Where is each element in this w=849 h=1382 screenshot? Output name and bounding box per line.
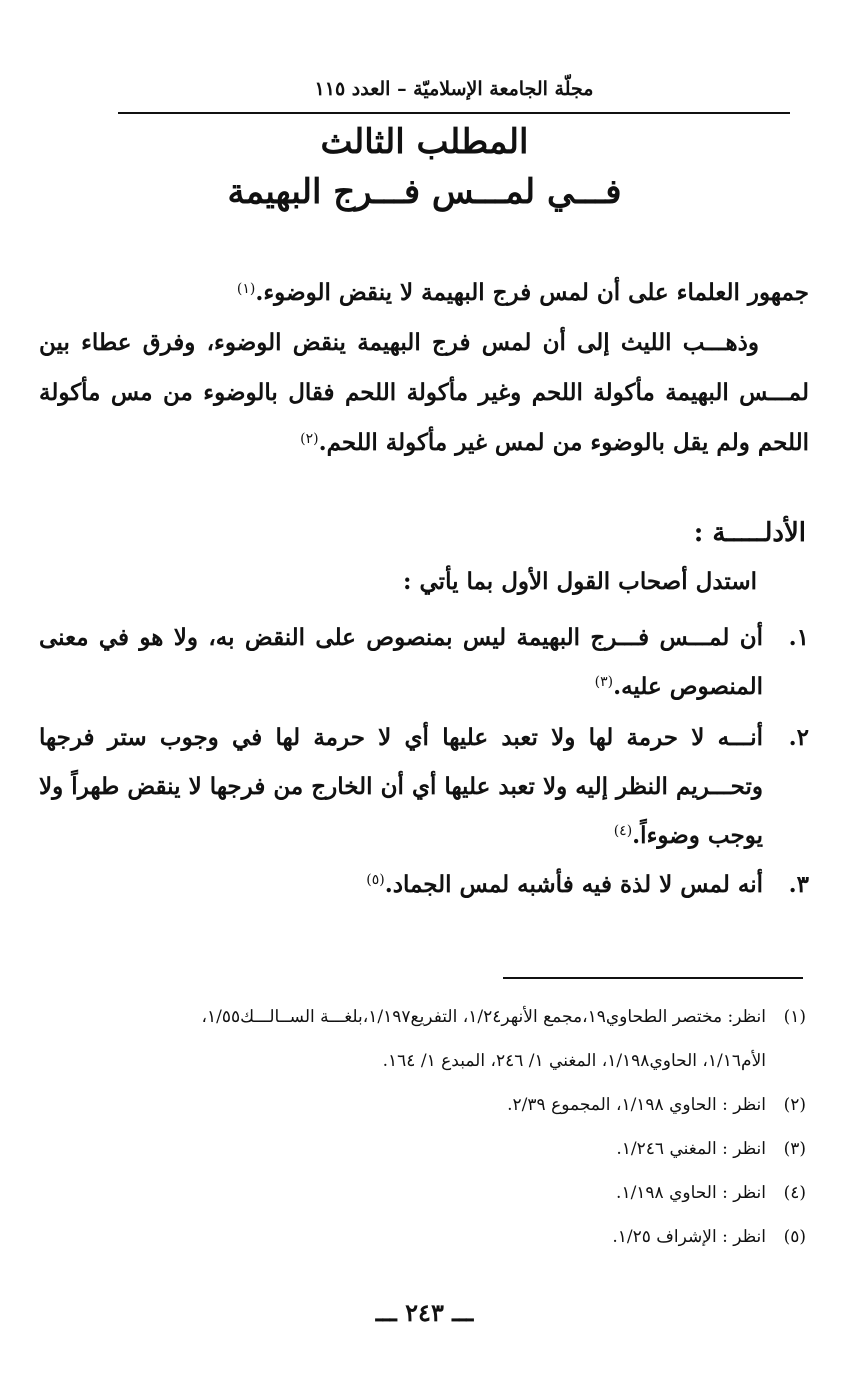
- footnote-text: انظر : الحاوي ١/١٩٨.: [616, 1183, 766, 1203]
- footnote-3: [36, 1127, 806, 1171]
- footnote-number: (٥): [783, 1227, 806, 1247]
- evidence-item: [39, 860, 809, 909]
- item-text: أنـــه لا حرمة لها ولا تعبد عليها أي لا حرمة لها في وجوب ستر فرجها وتحـــريم النظر إليه ولا تعبد عليها أي أن الخارج من فرجها لا ينقض طهراً ولا يوجب وضوءاً.: [39, 724, 763, 849]
- footnote-4: [36, 1171, 806, 1215]
- footnote-text: انظر : الإشراف ١/٢٥.: [612, 1227, 766, 1247]
- footnote-ref-1: (١): [236, 281, 256, 297]
- footnote-2: [36, 1083, 806, 1127]
- paragraph-2-text: وذهـــب الليث إلى أن لمس فرج البهيمة ينقض الوضوء، وفرق عطاء بين لمـــس البهيمة مأكولة اللحم وغير مأكولة اللحم فقال بالوضوء من مس مأكولة اللحم ولم يقل بالوضوء من لمس غير مأكولة اللحم.: [39, 329, 809, 456]
- footnote-number: (١): [783, 1007, 806, 1027]
- footnote-ref-2: (٢): [300, 431, 319, 447]
- footnote-number: (٣): [783, 1139, 806, 1159]
- footnote-number: (٤): [783, 1183, 806, 1203]
- paragraph-1: [39, 268, 809, 318]
- footnote-text-continued: الأم١/١٦، الحاوي١/١٩٨، المغني ١/ ٢٤٦، المبدع ١/ ١٦٤.: [382, 1051, 766, 1071]
- paragraph-1-text: جمهور العلماء على أن لمس فرج البهيمة لا ينقض الوضوء.: [255, 279, 809, 306]
- paragraph-2: [39, 318, 809, 468]
- item-text: أنه لمس لا لذة فيه فأشبه لمس الجماد.: [384, 871, 763, 898]
- footnote-5: [36, 1215, 806, 1259]
- footnote-text: انظر: مختصر الطحاوي١٩،مجمع الأنهر١/٢٤، التفريع١/١٩٧،بلغـــة الســالـــك١/٥٥،: [201, 1007, 766, 1027]
- evidence-heading: الأدلـــــة :: [693, 518, 806, 548]
- item-number: ١.: [788, 624, 809, 651]
- section-title: المطلب الثالث: [320, 122, 529, 162]
- running-head: مجلّة الجامعة الإسلاميّة – العدد ١١٥: [314, 78, 594, 100]
- section-subtitle: فـــي لمـــس فـــرج البهيمة: [227, 172, 622, 212]
- header-rule: [118, 112, 790, 114]
- evidence-lead: استدل أصحاب القول الأول بما يأتي :: [403, 568, 757, 595]
- item-number: ٢.: [788, 724, 809, 751]
- footnote-text: انظر : الحاوي ١/١٩٨، المجموع ٢/٣٩.: [507, 1095, 766, 1115]
- footnote-ref-3: (٣): [594, 674, 614, 690]
- footnote-text: انظر : المغني ١/٢٤٦.: [616, 1139, 766, 1159]
- evidence-item: [39, 713, 809, 860]
- footnote-1: [36, 995, 806, 1083]
- item-text: أن لمـــس فـــرج البهيمة ليس بمنصوص على النقض به، ولا هو في معنى المنصوص عليه.: [39, 624, 763, 700]
- page-number: ـــ ٢٤٣ ـــ: [375, 1298, 474, 1327]
- footnote-ref-5: (٥): [366, 872, 385, 888]
- footnote-number: (٢): [783, 1095, 806, 1115]
- item-number: ٣.: [788, 871, 809, 898]
- footnote-ref-4: (٤): [613, 823, 633, 839]
- footnote-separator: [503, 977, 803, 979]
- evidence-item: [39, 613, 809, 711]
